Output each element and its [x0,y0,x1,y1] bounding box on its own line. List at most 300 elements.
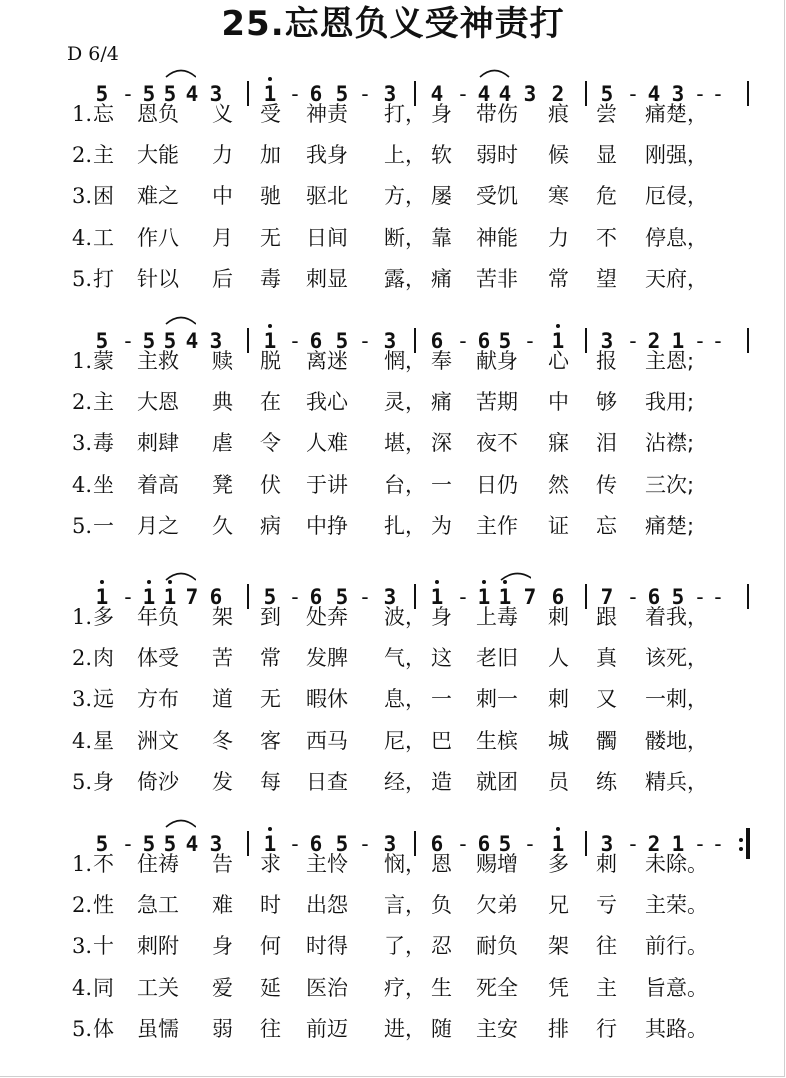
lyric-line [0,684,786,714]
lyric-syllable: 忘 [93,102,114,126]
lyric-syllable: 靠 [431,225,452,250]
lyric-syllable: 欠弟 [476,893,518,918]
note: 1 [263,82,277,106]
lyric-syllable: 造 [431,769,452,794]
lyric-syllable: 赎 [212,349,233,373]
lyric-syllable: 作八 [137,225,179,250]
slur-arc [164,569,196,581]
verse-number: 3. [71,687,92,712]
note: 5 [498,329,512,353]
lyric-syllable: 日仍 [476,472,518,497]
lyric-syllable: 忘 [596,513,617,538]
verse-number: 5. [71,513,92,538]
lyric-syllable: 苦非 [476,266,518,291]
lyric-syllable: 住祷 [137,852,179,876]
lyric-syllable: 蒙 [93,349,114,373]
slur-arc [478,66,510,78]
lyric-syllable: 大能 [137,143,179,168]
note: 4 [498,82,512,106]
lyric-syllable: 时得 [306,934,348,959]
note: 5 [163,832,177,856]
lyric-syllable: 负 [431,893,452,918]
lyric-syllable: 延 [260,975,281,1000]
lyric-syllable: 暇休 [306,687,348,712]
lyric-syllable: 气， [384,646,426,671]
lyric-syllable: 离迷 [306,349,348,373]
lyric-syllable: 体 [93,1016,114,1041]
lyric-syllable: 城 [548,728,569,753]
lyric-syllable: 灵， [384,390,426,415]
note-extension: - [121,329,135,353]
lyric-syllable: 不 [93,852,114,876]
note-extension: - [693,585,707,609]
verse-number: 2. [71,646,92,671]
lyric-syllable: 义 [212,102,233,126]
lyric-syllable: 泪 [596,431,617,456]
lyric-syllable: 刺一 [476,687,518,712]
lyric-syllable: 处奔 [306,605,348,629]
lyric-syllable: 到 [260,605,281,629]
note: 5 [335,832,349,856]
lyric-syllable: 扎， [384,513,426,538]
note-extension: - [121,832,135,856]
lyric-syllable: 望 [596,266,617,291]
lyric-syllable: 巴 [431,728,452,753]
lyric-syllable: 十 [93,934,114,959]
lyric-syllable: 医治 [306,975,348,1000]
lyric-syllable: 经， [384,769,426,794]
note: 7 [185,585,199,609]
slur-arc [164,66,196,78]
note-extension: - [121,82,135,106]
lyric-syllable: 兄 [548,893,569,918]
note: 3 [209,329,223,353]
lyric-syllable: 露， [384,266,426,291]
lyric-syllable: 生 [431,975,452,1000]
lyric-line [0,849,786,879]
note-extension: - [121,585,135,609]
note: 1 [498,585,512,609]
lyric-syllable: 痛 [431,390,452,415]
note: 6 [647,585,661,609]
lyric-syllable: 我用; [645,390,695,415]
note: 5 [95,832,109,856]
lyric-syllable: 方， [384,184,426,209]
lyric-syllable: 尼， [384,728,426,753]
lyric-syllable: 主怜 [306,852,348,876]
lyric-syllable: 难之 [137,184,179,209]
lyric-syllable: 死全 [476,975,518,1000]
lyric-syllable: 急工 [137,893,179,918]
lyric-syllable: 三次; [645,472,695,497]
lyric-syllable: 恩 [431,852,452,876]
lyric-syllable: 疗， [384,975,426,1000]
lyric-line [0,726,786,756]
lyric-syllable: 坐 [93,472,114,497]
note: 4 [185,82,199,106]
lyric-syllable: 工关 [137,975,179,1000]
lyric-syllable: 弱 [212,1016,233,1041]
lyric-syllable: 客 [260,728,281,753]
lyric-syllable: 赐增 [476,852,518,876]
lyric-syllable: 献身 [476,349,518,373]
note: 1 [142,585,156,609]
note-extension: - [456,832,470,856]
lyric-syllable: 星 [93,728,114,753]
lyric-line [0,511,786,541]
lyric-syllable: 练 [596,769,617,794]
lyric-syllable: 冬 [212,728,233,753]
lyric-syllable: 爱 [212,975,233,1000]
note: 6 [477,832,491,856]
note-extension: - [626,585,640,609]
lyric-syllable: 往 [260,1016,281,1041]
lyric-syllable: 然 [548,472,569,497]
lyric-syllable: 这 [431,646,452,671]
note: 1 [551,329,565,353]
lyric-syllable: 尝 [596,102,617,126]
verse-number: 3. [71,934,92,959]
lyric-syllable: 发 [212,769,233,794]
lyric-syllable: 力 [212,143,233,168]
lyric-syllable: 弱时 [476,143,518,168]
lyric-syllable: 同 [93,975,114,1000]
note-extension: - [358,832,372,856]
lyric-syllable: 后 [212,266,233,291]
note: 5 [95,329,109,353]
lyric-syllable: 亏 [596,893,617,918]
note: 1 [551,832,565,856]
lyric-syllable: 驰 [260,184,281,209]
lyric-syllable: 了， [384,934,426,959]
lyric-line [0,890,786,920]
note: 3 [600,329,614,353]
note: 3 [209,832,223,856]
note: 4 [185,329,199,353]
note-extension: - [288,329,302,353]
lyric-syllable: 年负 [137,605,179,629]
note-extension: - [523,832,537,856]
note: 3 [383,329,397,353]
note-extension: - [358,82,372,106]
verse-number: 4. [71,472,92,497]
lyric-line [0,1014,786,1044]
verse-number: 2. [71,893,92,918]
lyric-syllable: 毒 [93,431,114,456]
lyric-syllable: 行 [596,1016,617,1041]
lyric-syllable: 前行。 [645,934,708,959]
verse-number: 5. [71,266,92,291]
verse-number: 5. [71,1016,92,1041]
lyric-syllable: 中 [548,390,569,415]
lyric-syllable: 息， [384,687,426,712]
lyric-line [0,99,786,129]
lyric-syllable: 打， [384,102,426,126]
lyric-syllable: 神能 [476,225,518,250]
lyric-syllable: 架 [548,934,569,959]
lyric-syllable: 日查 [306,769,348,794]
lyric-syllable: 痛楚; [645,513,695,538]
note: 3 [383,832,397,856]
note-extension: - [626,329,640,353]
lyric-line [0,428,786,458]
note: 1 [95,585,109,609]
note-extension: - [711,329,725,353]
lyric-syllable: 生槟 [476,728,518,753]
lyric-syllable: 髅地， [645,728,708,753]
lyric-syllable: 令 [260,431,281,456]
lyric-syllable: 一 [93,513,114,538]
note: 4 [477,82,491,106]
lyric-syllable: 苦 [212,646,233,671]
lyric-syllable: 够 [596,390,617,415]
note-extension: - [523,329,537,353]
lyric-syllable: 时 [260,893,281,918]
lyric-syllable: 危 [596,184,617,209]
note: 1 [263,329,277,353]
note: 6 [309,82,323,106]
lyric-line [0,387,786,417]
lyric-syllable: 未除。 [645,852,708,876]
lyric-syllable: 就团 [476,769,518,794]
lyric-syllable: 髑 [596,728,617,753]
lyric-syllable: 难 [212,893,233,918]
lyric-syllable: 停息， [645,225,708,250]
key-signature: D 6/4 [67,43,119,65]
verse-number: 1. [71,852,92,876]
verse-number: 3. [71,431,92,456]
note-extension: - [288,585,302,609]
lyric-syllable: 中 [212,184,233,209]
verse-number: 1. [71,349,92,373]
lyric-syllable: 日间 [306,225,348,250]
lyric-syllable: 体受 [137,646,179,671]
lyric-syllable: 人 [548,646,569,671]
lyric-syllable: 跟 [596,605,617,629]
lyric-syllable: 恩负 [137,102,179,126]
lyric-syllable: 精兵， [645,769,708,794]
lyric-line [0,181,786,211]
note: 5 [498,832,512,856]
lyric-syllable: 耐负 [476,934,518,959]
lyric-syllable: 痛 [431,266,452,291]
lyric-syllable: 堪， [384,431,426,456]
note-extension: - [626,82,640,106]
lyric-syllable: 无 [260,687,281,712]
note: 3 [383,82,397,106]
lyric-syllable: 软 [431,143,452,168]
note: 3 [671,82,685,106]
lyric-syllable: 断， [384,225,426,250]
lyric-syllable: 多 [548,852,569,876]
lyric-syllable: 力 [548,225,569,250]
verse-number: 2. [71,143,92,168]
lyric-syllable: 每 [260,769,281,794]
note-extension: - [456,585,470,609]
note-extension: - [693,82,707,106]
note: 6 [309,585,323,609]
lyric-syllable: 工 [93,225,114,250]
lyric-syllable: 寒 [548,184,569,209]
lyric-line [0,223,786,253]
note: 5 [335,82,349,106]
note-extension: - [456,329,470,353]
lyric-syllable: 伏 [260,472,281,497]
note-extension: - [358,329,372,353]
lyric-syllable: 方布 [137,687,179,712]
lyric-syllable: 在 [260,390,281,415]
lyric-syllable: 刺肆 [137,431,179,456]
lyric-syllable: 出怨 [306,893,348,918]
note-extension: - [711,82,725,106]
lyric-syllable: 刺 [548,605,569,629]
lyric-syllable: 显 [596,143,617,168]
lyric-syllable: 无 [260,225,281,250]
lyric-syllable: 于讲 [306,472,348,497]
note: 1 [430,585,444,609]
lyric-syllable: 深 [431,431,452,456]
lyric-syllable: 老旧 [476,646,518,671]
note: 2 [647,832,661,856]
note: 1 [163,585,177,609]
lyric-syllable: 一 [431,687,452,712]
note: 4 [185,832,199,856]
lyric-syllable: 主恩; [645,349,695,373]
lyric-syllable: 上毒 [476,605,518,629]
slur-arc [499,569,531,581]
lyric-syllable: 惘， [384,349,426,373]
lyric-syllable: 上， [384,143,426,168]
lyric-syllable: 中挣 [306,513,348,538]
note: 5 [335,329,349,353]
note: 1 [671,329,685,353]
verse-number: 1. [71,102,92,126]
lyric-syllable: 典 [212,390,233,415]
note-extension: - [626,832,640,856]
note: 2 [647,329,661,353]
note: 7 [600,585,614,609]
verse-number: 2. [71,390,92,415]
lyric-syllable: 屡 [431,184,452,209]
lyric-syllable: 告 [212,852,233,876]
lyric-syllable: 凭 [548,975,569,1000]
lyric-syllable: 困 [93,184,114,209]
lyric-line [0,602,786,632]
lyric-syllable: 打 [93,266,114,291]
verse-number: 3. [71,184,92,209]
lyric-syllable: 身 [212,934,233,959]
lyric-syllable: 进， [384,1016,426,1041]
song-title: 25.忘恩负义受神责打 [221,4,565,44]
lyric-syllable: 脱 [260,349,281,373]
lyric-syllable: 远 [93,687,114,712]
note: 3 [523,82,537,106]
note: 5 [263,585,277,609]
lyric-syllable: 寐 [548,431,569,456]
note: 6 [430,832,444,856]
verse-number: 4. [71,728,92,753]
note: 6 [209,585,223,609]
lyric-line [0,643,786,673]
lyric-syllable: 刺附 [137,934,179,959]
note: 5 [95,82,109,106]
note: 6 [430,329,444,353]
lyric-syllable: 波， [384,605,426,629]
note: 1 [263,832,277,856]
note: 3 [383,585,397,609]
lyric-syllable: 驱北 [306,184,348,209]
lyric-syllable: 身 [431,102,452,126]
lyric-syllable: 主 [93,143,114,168]
lyric-syllable: 天府， [645,266,708,291]
lyric-syllable: 性 [93,893,114,918]
lyric-syllable: 厄侵， [645,184,708,209]
lyric-syllable: 前迈 [306,1016,348,1041]
lyric-line [0,346,786,376]
lyric-syllable: 常 [260,646,281,671]
note-extension: - [693,329,707,353]
note-extension: - [288,832,302,856]
lyric-syllable: 主 [596,975,617,1000]
lyric-syllable: 主救 [137,349,179,373]
lyric-syllable: 多 [93,605,114,629]
lyric-syllable: 一刺， [645,687,708,712]
lyric-syllable: 心 [548,349,569,373]
lyric-syllable: 加 [260,143,281,168]
lyric-syllable: 主 [93,390,114,415]
lyric-syllable: 洲文 [137,728,179,753]
lyric-syllable: 身 [431,605,452,629]
lyric-syllable: 为 [431,513,452,538]
lyric-syllable: 其路。 [645,1016,708,1041]
lyric-syllable: 员 [548,769,569,794]
lyric-syllable: 常 [548,266,569,291]
note-extension: - [358,585,372,609]
note: 5 [163,82,177,106]
note: 3 [600,832,614,856]
lyric-syllable: 不 [596,225,617,250]
note: 1 [671,832,685,856]
note-extension: - [693,832,707,856]
lyric-syllable: 身 [93,769,114,794]
note: 5 [142,832,156,856]
lyric-line [0,931,786,961]
lyric-syllable: 证 [548,513,569,538]
lyric-syllable: 倚沙 [137,769,179,794]
lyric-syllable: 又 [596,687,617,712]
note: 5 [671,585,685,609]
lyric-syllable: 该死， [645,646,708,671]
lyric-syllable: 主荣。 [645,893,708,918]
lyric-syllable: 旨意。 [645,975,708,1000]
note: 6 [309,329,323,353]
lyric-syllable: 人难 [306,431,348,456]
lyric-syllable: 传 [596,472,617,497]
lyric-syllable: 月 [212,225,233,250]
note: 5 [335,585,349,609]
note-extension: - [711,585,725,609]
lyric-syllable: 肉 [93,646,114,671]
lyric-syllable: 言， [384,893,426,918]
note: 6 [551,585,565,609]
lyric-syllable: 主安 [476,1016,518,1041]
lyric-syllable: 大恩 [137,390,179,415]
lyric-line [0,767,786,797]
lyric-syllable: 随 [431,1016,452,1041]
lyric-syllable: 真 [596,646,617,671]
lyric-syllable: 久 [212,513,233,538]
lyric-line [0,264,786,294]
